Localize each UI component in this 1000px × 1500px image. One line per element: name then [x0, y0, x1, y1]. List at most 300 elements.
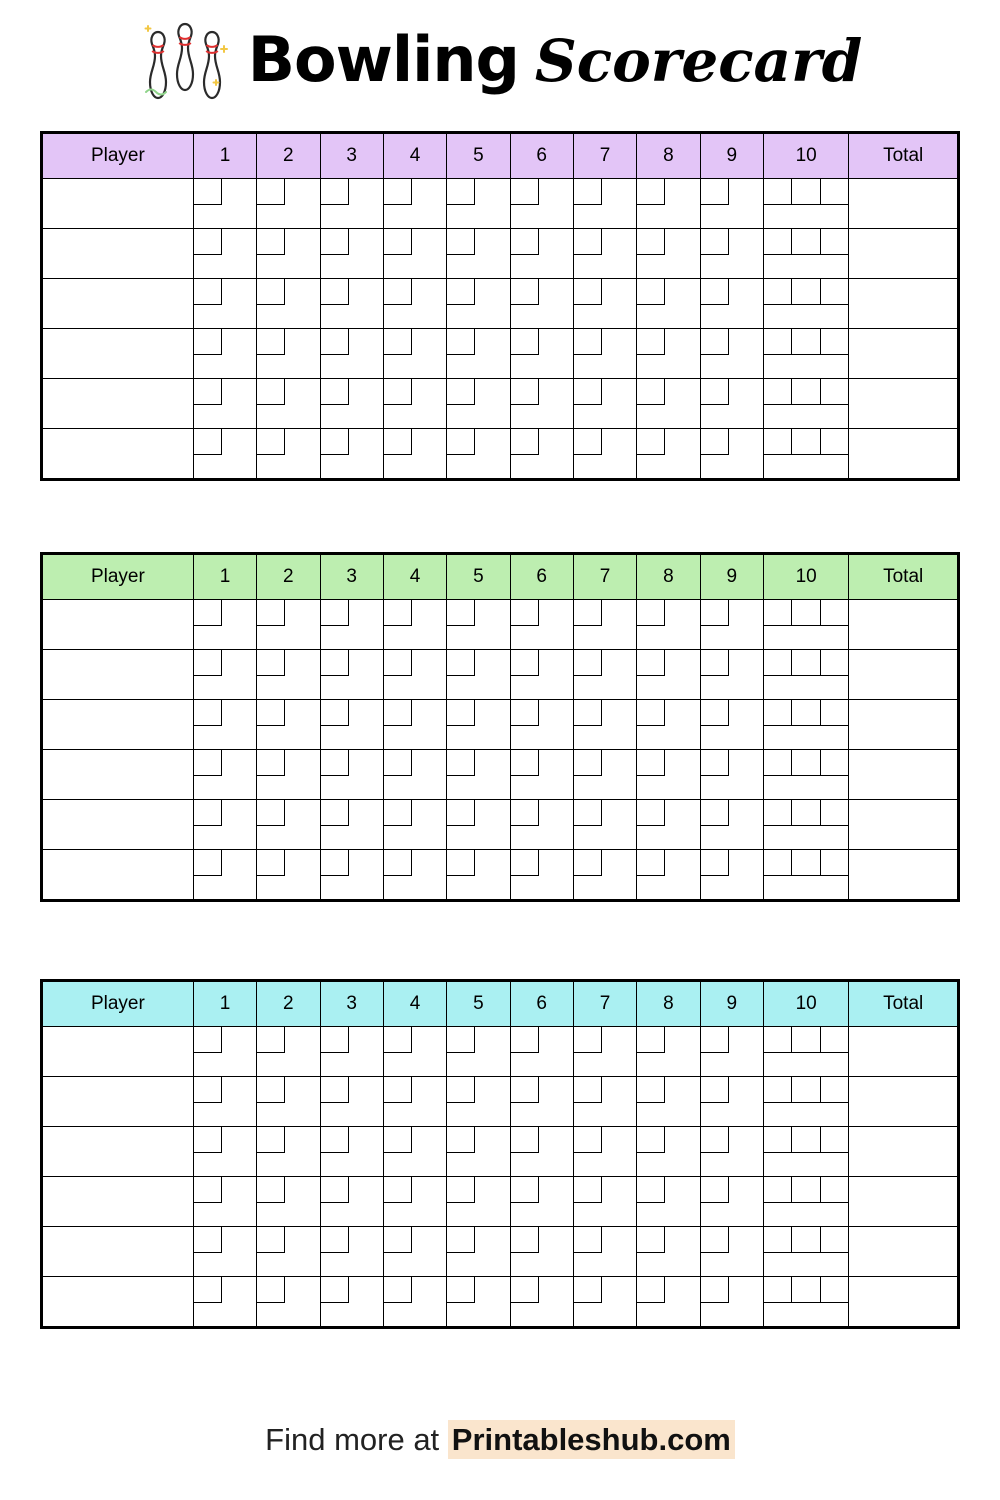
throw-box[interactable] [637, 279, 665, 305]
frame-cell-10[interactable] [763, 1077, 848, 1127]
frame-cell-4[interactable] [383, 750, 446, 800]
frame-cell-8[interactable] [637, 800, 700, 850]
frame-cell-3[interactable] [320, 429, 383, 479]
frame-cell-1[interactable] [193, 279, 256, 329]
throw-box[interactable] [792, 600, 820, 626]
throw-box[interactable] [701, 229, 729, 255]
throw-box[interactable] [321, 1277, 349, 1303]
throw-box[interactable] [511, 1077, 539, 1103]
throw-box[interactable] [321, 1027, 349, 1053]
frame-cell-5[interactable] [447, 179, 510, 229]
throw-box[interactable] [821, 1127, 848, 1153]
frame-cell-5[interactable] [447, 1177, 510, 1227]
throw-box[interactable] [384, 1227, 412, 1253]
frame-cell-7[interactable] [573, 429, 636, 479]
throw-box[interactable] [821, 279, 848, 305]
throw-box[interactable] [792, 850, 820, 876]
throw-box[interactable] [511, 179, 539, 205]
frame-cell-5[interactable] [447, 700, 510, 750]
frame-cell-5[interactable] [447, 1027, 510, 1077]
throw-box[interactable] [821, 379, 848, 405]
throw-box[interactable] [194, 750, 222, 776]
frame-cell-6[interactable] [510, 429, 573, 479]
throw-box[interactable] [574, 850, 602, 876]
frame-cell-1[interactable] [193, 750, 256, 800]
throw-box[interactable] [384, 1177, 412, 1203]
throw-box[interactable] [257, 750, 285, 776]
frame-cell-5[interactable] [447, 750, 510, 800]
total-cell[interactable] [849, 1177, 958, 1227]
frame-cell-10[interactable] [763, 750, 848, 800]
throw-box[interactable] [701, 1027, 729, 1053]
frame-cell-8[interactable] [637, 229, 700, 279]
throw-box[interactable] [447, 750, 475, 776]
throw-box[interactable] [821, 750, 848, 776]
throw-box[interactable] [821, 1027, 848, 1053]
frame-cell-6[interactable] [510, 1127, 573, 1177]
player-name-cell[interactable] [43, 1077, 194, 1127]
frame-cell-3[interactable] [320, 850, 383, 900]
throw-box[interactable] [321, 750, 349, 776]
throw-box[interactable] [764, 1227, 792, 1253]
frame-cell-6[interactable] [510, 1027, 573, 1077]
frame-cell-6[interactable] [510, 1227, 573, 1277]
throw-box[interactable] [384, 600, 412, 626]
frame-cell-3[interactable] [320, 700, 383, 750]
throw-box[interactable] [257, 179, 285, 205]
throw-box[interactable] [701, 379, 729, 405]
throw-box[interactable] [257, 429, 285, 455]
throw-box[interactable] [792, 379, 820, 405]
throw-box[interactable] [821, 229, 848, 255]
frame-cell-4[interactable] [383, 1177, 446, 1227]
frame-cell-4[interactable] [383, 1277, 446, 1327]
throw-box[interactable] [574, 600, 602, 626]
frame-cell-2[interactable] [257, 1277, 320, 1327]
throw-box[interactable] [194, 1077, 222, 1103]
throw-box[interactable] [574, 329, 602, 355]
throw-box[interactable] [574, 1077, 602, 1103]
throw-box[interactable] [764, 750, 792, 776]
frame-cell-10[interactable] [763, 429, 848, 479]
throw-box[interactable] [257, 379, 285, 405]
throw-box[interactable] [637, 379, 665, 405]
player-name-cell[interactable] [43, 379, 194, 429]
frame-cell-1[interactable] [193, 1277, 256, 1327]
frame-cell-7[interactable] [573, 1277, 636, 1327]
throw-box[interactable] [384, 179, 412, 205]
throw-box[interactable] [792, 279, 820, 305]
throw-box[interactable] [764, 279, 792, 305]
frame-cell-7[interactable] [573, 179, 636, 229]
throw-box[interactable] [792, 1177, 820, 1203]
frame-cell-9[interactable] [700, 1127, 763, 1177]
frame-cell-4[interactable] [383, 229, 446, 279]
frame-cell-8[interactable] [637, 1077, 700, 1127]
player-name-cell[interactable] [43, 429, 194, 479]
throw-box[interactable] [257, 1227, 285, 1253]
throw-box[interactable] [821, 1177, 848, 1203]
throw-box[interactable] [701, 1177, 729, 1203]
frame-cell-5[interactable] [447, 229, 510, 279]
throw-box[interactable] [447, 379, 475, 405]
frame-cell-8[interactable] [637, 329, 700, 379]
frame-cell-10[interactable] [763, 1227, 848, 1277]
frame-cell-2[interactable] [257, 1227, 320, 1277]
throw-box[interactable] [447, 1027, 475, 1053]
throw-box[interactable] [701, 329, 729, 355]
frame-cell-6[interactable] [510, 1277, 573, 1327]
throw-box[interactable] [792, 229, 820, 255]
throw-box[interactable] [384, 1077, 412, 1103]
throw-box[interactable] [511, 700, 539, 726]
frame-cell-2[interactable] [257, 329, 320, 379]
throw-box[interactable] [194, 800, 222, 826]
throw-box[interactable] [701, 650, 729, 676]
player-name-cell[interactable] [43, 750, 194, 800]
frame-cell-6[interactable] [510, 600, 573, 650]
throw-box[interactable] [574, 700, 602, 726]
total-cell[interactable] [849, 1227, 958, 1277]
frame-cell-6[interactable] [510, 700, 573, 750]
throw-box[interactable] [574, 379, 602, 405]
total-cell[interactable] [849, 600, 958, 650]
frame-cell-4[interactable] [383, 650, 446, 700]
throw-box[interactable] [194, 429, 222, 455]
frame-cell-9[interactable] [700, 1177, 763, 1227]
frame-cell-5[interactable] [447, 279, 510, 329]
frame-cell-2[interactable] [257, 1027, 320, 1077]
throw-box[interactable] [257, 1027, 285, 1053]
throw-box[interactable] [194, 700, 222, 726]
frame-cell-8[interactable] [637, 600, 700, 650]
throw-box[interactable] [384, 800, 412, 826]
frame-cell-8[interactable] [637, 1027, 700, 1077]
frame-cell-10[interactable] [763, 650, 848, 700]
player-name-cell[interactable] [43, 800, 194, 850]
throw-box[interactable] [257, 1277, 285, 1303]
frame-cell-2[interactable] [257, 800, 320, 850]
throw-box[interactable] [792, 750, 820, 776]
frame-cell-8[interactable] [637, 1127, 700, 1177]
throw-box[interactable] [321, 179, 349, 205]
throw-box[interactable] [701, 1127, 729, 1153]
frame-cell-2[interactable] [257, 379, 320, 429]
throw-box[interactable] [257, 700, 285, 726]
frame-cell-5[interactable] [447, 1227, 510, 1277]
throw-box[interactable] [194, 1277, 222, 1303]
throw-box[interactable] [384, 750, 412, 776]
throw-box[interactable] [792, 800, 820, 826]
throw-box[interactable] [511, 600, 539, 626]
player-name-cell[interactable] [43, 229, 194, 279]
frame-cell-2[interactable] [257, 279, 320, 329]
frame-cell-7[interactable] [573, 1227, 636, 1277]
throw-box[interactable] [321, 329, 349, 355]
frame-cell-3[interactable] [320, 1227, 383, 1277]
frame-cell-3[interactable] [320, 379, 383, 429]
frame-cell-3[interactable] [320, 1027, 383, 1077]
throw-box[interactable] [511, 800, 539, 826]
throw-box[interactable] [194, 379, 222, 405]
throw-box[interactable] [321, 1077, 349, 1103]
throw-box[interactable] [447, 279, 475, 305]
frame-cell-6[interactable] [510, 179, 573, 229]
throw-box[interactable] [194, 650, 222, 676]
frame-cell-2[interactable] [257, 1127, 320, 1177]
frame-cell-2[interactable] [257, 429, 320, 479]
frame-cell-1[interactable] [193, 379, 256, 429]
throw-box[interactable] [792, 329, 820, 355]
throw-box[interactable] [321, 700, 349, 726]
throw-box[interactable] [574, 1027, 602, 1053]
throw-box[interactable] [321, 379, 349, 405]
throw-box[interactable] [447, 700, 475, 726]
frame-cell-6[interactable] [510, 750, 573, 800]
frame-cell-10[interactable] [763, 179, 848, 229]
total-cell[interactable] [849, 800, 958, 850]
total-cell[interactable] [849, 279, 958, 329]
throw-box[interactable] [637, 850, 665, 876]
frame-cell-1[interactable] [193, 800, 256, 850]
throw-box[interactable] [257, 1127, 285, 1153]
frame-cell-6[interactable] [510, 650, 573, 700]
throw-box[interactable] [764, 1027, 792, 1053]
frame-cell-7[interactable] [573, 650, 636, 700]
throw-box[interactable] [321, 1177, 349, 1203]
throw-box[interactable] [384, 650, 412, 676]
frame-cell-1[interactable] [193, 850, 256, 900]
throw-box[interactable] [384, 1127, 412, 1153]
throw-box[interactable] [511, 1027, 539, 1053]
frame-cell-9[interactable] [700, 1077, 763, 1127]
throw-box[interactable] [511, 429, 539, 455]
throw-box[interactable] [821, 850, 848, 876]
throw-box[interactable] [821, 650, 848, 676]
frame-cell-2[interactable] [257, 1077, 320, 1127]
frame-cell-3[interactable] [320, 800, 383, 850]
throw-box[interactable] [764, 700, 792, 726]
throw-box[interactable] [792, 1277, 820, 1303]
frame-cell-4[interactable] [383, 1127, 446, 1177]
frame-cell-2[interactable] [257, 850, 320, 900]
frame-cell-3[interactable] [320, 279, 383, 329]
frame-cell-1[interactable] [193, 650, 256, 700]
frame-cell-8[interactable] [637, 179, 700, 229]
frame-cell-4[interactable] [383, 379, 446, 429]
throw-box[interactable] [764, 379, 792, 405]
throw-box[interactable] [637, 179, 665, 205]
frame-cell-10[interactable] [763, 279, 848, 329]
frame-cell-3[interactable] [320, 1127, 383, 1177]
throw-box[interactable] [637, 1177, 665, 1203]
frame-cell-7[interactable] [573, 750, 636, 800]
player-name-cell[interactable] [43, 650, 194, 700]
throw-box[interactable] [447, 329, 475, 355]
frame-cell-3[interactable] [320, 600, 383, 650]
throw-box[interactable] [384, 329, 412, 355]
frame-cell-6[interactable] [510, 800, 573, 850]
frame-cell-4[interactable] [383, 1227, 446, 1277]
throw-box[interactable] [637, 429, 665, 455]
frame-cell-3[interactable] [320, 229, 383, 279]
throw-box[interactable] [764, 600, 792, 626]
frame-cell-9[interactable] [700, 650, 763, 700]
throw-box[interactable] [447, 429, 475, 455]
player-name-cell[interactable] [43, 1027, 194, 1077]
frame-cell-8[interactable] [637, 650, 700, 700]
throw-box[interactable] [792, 650, 820, 676]
throw-box[interactable] [821, 1277, 848, 1303]
throw-box[interactable] [447, 1277, 475, 1303]
throw-box[interactable] [637, 1227, 665, 1253]
frame-cell-10[interactable] [763, 700, 848, 750]
frame-cell-7[interactable] [573, 229, 636, 279]
total-cell[interactable] [849, 329, 958, 379]
frame-cell-4[interactable] [383, 700, 446, 750]
throw-box[interactable] [511, 279, 539, 305]
frame-cell-6[interactable] [510, 229, 573, 279]
throw-box[interactable] [574, 800, 602, 826]
frame-cell-6[interactable] [510, 1177, 573, 1227]
total-cell[interactable] [849, 750, 958, 800]
frame-cell-3[interactable] [320, 1077, 383, 1127]
throw-box[interactable] [792, 1077, 820, 1103]
throw-box[interactable] [194, 1227, 222, 1253]
frame-cell-10[interactable] [763, 600, 848, 650]
throw-box[interactable] [384, 229, 412, 255]
throw-box[interactable] [701, 800, 729, 826]
player-name-cell[interactable] [43, 179, 194, 229]
throw-box[interactable] [701, 1077, 729, 1103]
throw-box[interactable] [321, 279, 349, 305]
frame-cell-3[interactable] [320, 650, 383, 700]
throw-box[interactable] [384, 429, 412, 455]
throw-box[interactable] [637, 1127, 665, 1153]
frame-cell-9[interactable] [700, 279, 763, 329]
throw-box[interactable] [764, 179, 792, 205]
player-name-cell[interactable] [43, 1277, 194, 1327]
frame-cell-8[interactable] [637, 700, 700, 750]
throw-box[interactable] [194, 1127, 222, 1153]
throw-box[interactable] [574, 279, 602, 305]
throw-box[interactable] [701, 1277, 729, 1303]
throw-box[interactable] [792, 429, 820, 455]
frame-cell-7[interactable] [573, 379, 636, 429]
frame-cell-5[interactable] [447, 600, 510, 650]
throw-box[interactable] [194, 600, 222, 626]
frame-cell-2[interactable] [257, 650, 320, 700]
throw-box[interactable] [574, 429, 602, 455]
throw-box[interactable] [764, 1127, 792, 1153]
frame-cell-1[interactable] [193, 179, 256, 229]
frame-cell-9[interactable] [700, 800, 763, 850]
throw-box[interactable] [321, 800, 349, 826]
frame-cell-4[interactable] [383, 600, 446, 650]
frame-cell-5[interactable] [447, 650, 510, 700]
frame-cell-10[interactable] [763, 1127, 848, 1177]
frame-cell-7[interactable] [573, 600, 636, 650]
throw-box[interactable] [764, 329, 792, 355]
frame-cell-10[interactable] [763, 800, 848, 850]
frame-cell-9[interactable] [700, 429, 763, 479]
throw-box[interactable] [637, 329, 665, 355]
player-name-cell[interactable] [43, 1177, 194, 1227]
throw-box[interactable] [574, 1177, 602, 1203]
throw-box[interactable] [321, 600, 349, 626]
frame-cell-5[interactable] [447, 800, 510, 850]
throw-box[interactable] [447, 800, 475, 826]
throw-box[interactable] [194, 850, 222, 876]
frame-cell-8[interactable] [637, 750, 700, 800]
frame-cell-4[interactable] [383, 800, 446, 850]
total-cell[interactable] [849, 179, 958, 229]
throw-box[interactable] [447, 1227, 475, 1253]
frame-cell-7[interactable] [573, 800, 636, 850]
frame-cell-3[interactable] [320, 179, 383, 229]
throw-box[interactable] [764, 1177, 792, 1203]
throw-box[interactable] [321, 229, 349, 255]
throw-box[interactable] [637, 750, 665, 776]
throw-box[interactable] [574, 650, 602, 676]
frame-cell-9[interactable] [700, 850, 763, 900]
frame-cell-6[interactable] [510, 279, 573, 329]
frame-cell-4[interactable] [383, 1077, 446, 1127]
frame-cell-10[interactable] [763, 229, 848, 279]
frame-cell-8[interactable] [637, 379, 700, 429]
throw-box[interactable] [701, 1227, 729, 1253]
frame-cell-10[interactable] [763, 1177, 848, 1227]
throw-box[interactable] [792, 1227, 820, 1253]
frame-cell-2[interactable] [257, 700, 320, 750]
throw-box[interactable] [447, 1077, 475, 1103]
throw-box[interactable] [511, 1127, 539, 1153]
throw-box[interactable] [701, 279, 729, 305]
frame-cell-10[interactable] [763, 379, 848, 429]
throw-box[interactable] [821, 1227, 848, 1253]
throw-box[interactable] [821, 429, 848, 455]
frame-cell-8[interactable] [637, 1177, 700, 1227]
total-cell[interactable] [849, 1077, 958, 1127]
throw-box[interactable] [194, 1027, 222, 1053]
frame-cell-1[interactable] [193, 700, 256, 750]
throw-box[interactable] [194, 279, 222, 305]
throw-box[interactable] [821, 700, 848, 726]
frame-cell-6[interactable] [510, 850, 573, 900]
throw-box[interactable] [792, 700, 820, 726]
throw-box[interactable] [257, 279, 285, 305]
throw-box[interactable] [321, 1227, 349, 1253]
throw-box[interactable] [257, 650, 285, 676]
frame-cell-9[interactable] [700, 750, 763, 800]
throw-box[interactable] [511, 379, 539, 405]
frame-cell-5[interactable] [447, 429, 510, 479]
throw-box[interactable] [637, 229, 665, 255]
throw-box[interactable] [321, 650, 349, 676]
throw-box[interactable] [511, 750, 539, 776]
total-cell[interactable] [849, 1277, 958, 1327]
frame-cell-4[interactable] [383, 329, 446, 379]
player-name-cell[interactable] [43, 850, 194, 900]
throw-box[interactable] [574, 1127, 602, 1153]
throw-box[interactable] [447, 229, 475, 255]
throw-box[interactable] [321, 850, 349, 876]
frame-cell-9[interactable] [700, 229, 763, 279]
frame-cell-6[interactable] [510, 379, 573, 429]
throw-box[interactable] [637, 800, 665, 826]
frame-cell-7[interactable] [573, 1127, 636, 1177]
throw-box[interactable] [511, 329, 539, 355]
